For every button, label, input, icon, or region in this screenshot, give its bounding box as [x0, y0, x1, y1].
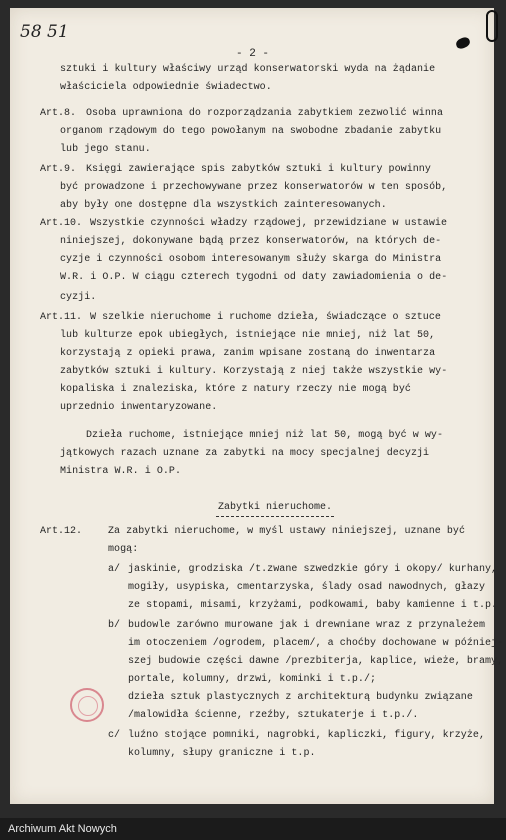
text-line: budowle zarówno murowane jak i drewniane wraz z przynależem	[128, 620, 486, 631]
text-line: kolumny, słupy graniczne i t.p.	[128, 748, 316, 759]
section-heading: Zabytki nieruchome.	[218, 502, 333, 513]
text-line: W szelkie nieruchome i ruchome dzieła, świadczące o sztuce	[90, 312, 441, 323]
archive-stamp-icon	[70, 688, 104, 722]
heading-underline	[216, 516, 334, 517]
text-line: właściciela odpowiednie świadectwo.	[60, 82, 272, 93]
text-line: zabytków sztuki i kultury. Korzystają z niej także wszystkie wy-	[60, 366, 448, 377]
text-line: Ministra W.R. i O.P.	[60, 466, 182, 477]
text-line: portale, kolumny, drzwi, kominki i t.p./;	[128, 674, 377, 685]
text-line: Za zabytki nieruchome, w myśl ustawy niniejszej, uznane być	[108, 526, 466, 537]
text-line: jaskinie, grodziska /t.zwane szwedzkie góry i okopy/ kurhany,	[128, 564, 498, 575]
binder-clip-mark	[486, 10, 498, 42]
text-line: /malowidła ścienne, rzeźby, sztukaterje i t.p./.	[128, 710, 419, 721]
text-line: cyzji.	[60, 292, 97, 303]
text-line: Wszystkie czynności władzy rządowej, przewidziane w ustawie	[90, 218, 448, 229]
text-line: mogą:	[108, 544, 139, 555]
text-line: jątkowych razach uznane za zabytki na mocy specjalnej decyzji	[60, 448, 430, 459]
document-page	[10, 8, 504, 804]
text-line: luźno stojące pomniki, nagrobki, kapliczki, figury, krzyże,	[128, 730, 486, 741]
text-line: Dzieła ruchome, istniejące mniej niż lat 50, mogą być w wy-	[86, 430, 444, 441]
text-line: cyzje i czynności osobom interesowanym służy skarga do Ministra	[60, 254, 442, 265]
text-line: Księgi zawierające spis zabytków sztuki i kultury powinny	[86, 164, 431, 175]
article-label: a/	[108, 564, 121, 575]
article-label: Art.12.	[40, 526, 83, 537]
text-line: szej budowie części dawne /prezbiterja, kaplice, wieże, bramy,	[128, 656, 504, 667]
text-line: lub kulturze epok ubiegłych, istniejące nie mniej, niż lat 50,	[60, 330, 436, 341]
text-line: ze stopami, misami, krzyżami, podkowami, baby kamienne i t.p.	[128, 600, 498, 611]
text-line: aby były one dostępne dla wszystkich zainteresowanych.	[60, 200, 387, 211]
text-line: lub jego stanu.	[60, 144, 151, 155]
text-line: być prowadzone i przechowywane przez konserwatorów w ten sposób,	[60, 182, 448, 193]
text-line: mogiły, usypiska, cmentarzyska, ślady osad nawodnych, głazy	[128, 582, 486, 593]
punch-hole-mark	[455, 36, 471, 50]
text-line: dzieła sztuk plastycznych z architekturą budynku związane	[128, 692, 473, 703]
article-label: c/	[108, 730, 121, 741]
text-line: Osoba uprawniona do rozporządzania zabytkiem zezwolić winna	[86, 108, 444, 119]
article-label: Art.8.	[40, 108, 77, 119]
text-line: kopaliska i znaleziska, które z natury rzeczy nie mogą być	[60, 384, 411, 395]
article-label: Art.9.	[40, 164, 77, 175]
text-line: niniejszej, dokonywane bądą przez konserwatorów, na których de-	[60, 236, 442, 247]
text-line: sztuki i kultury właściwy urząd konserwatorski wyda na żądanie	[60, 64, 436, 75]
text-line: organom rządowym do tego powołanym na swobodne zbadanie zabytku	[60, 126, 442, 137]
archive-footer: Archiwum Akt Nowych	[0, 818, 506, 840]
handwritten-page-number: 58 51	[20, 22, 69, 42]
text-line: uprzednio inwentaryzowane.	[60, 402, 218, 413]
article-label: Art.10.	[40, 218, 83, 229]
text-line: im otoczeniem /ogrodem, placem/, a choćby dochowane w później-	[128, 638, 504, 649]
article-label: Art.11.	[40, 312, 83, 323]
article-label: b/	[108, 620, 121, 631]
text-line: W.R. i O.P. W ciągu czterech tygodni od daty zawiadomienia o de-	[60, 272, 448, 283]
page-number: - 2 -	[236, 48, 270, 60]
text-line: korzystają z opieki prawa, zanim wpisane zostaną do inwentarza	[60, 348, 436, 359]
